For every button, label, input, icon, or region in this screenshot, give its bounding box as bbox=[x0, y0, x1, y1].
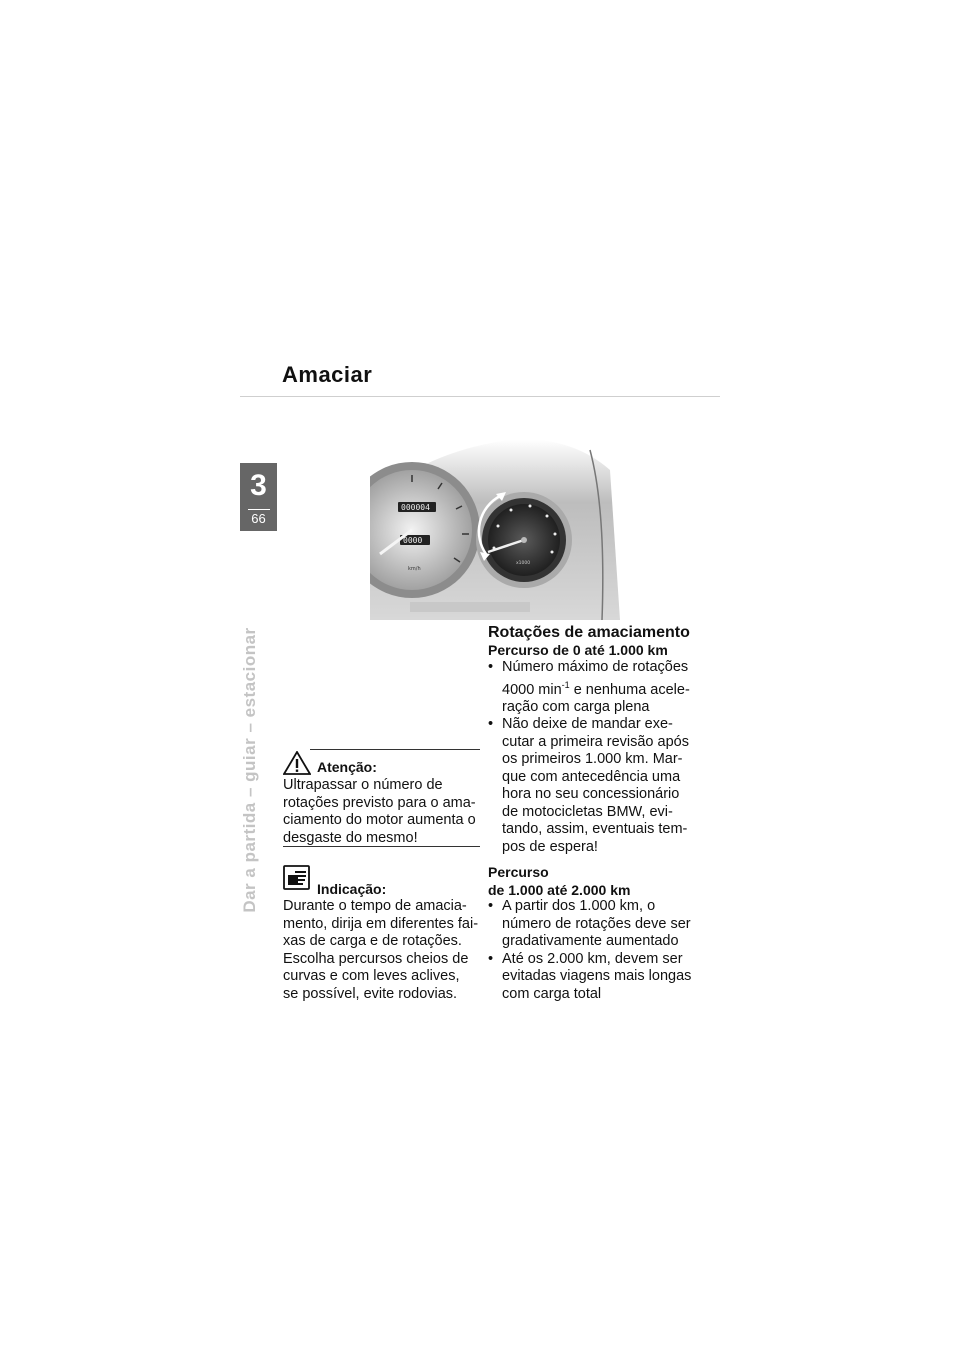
speed-unit: km/h bbox=[408, 566, 421, 572]
warning-icon bbox=[283, 751, 311, 775]
note-text bbox=[283, 898, 488, 1003]
title-divider bbox=[240, 396, 720, 397]
note-line: Durante o tempo de amacia- bbox=[283, 898, 467, 914]
warning-line: rotações previsto para o ama- bbox=[283, 794, 476, 811]
subheading-0-1000: Percurso de 0 até 1.000 km bbox=[488, 642, 668, 658]
chapter-number: 3 bbox=[250, 469, 267, 502]
page-number: 66 bbox=[251, 511, 266, 526]
note-line: Escolha percursos cheios de bbox=[283, 950, 469, 967]
chapter-side-label-text: Dar a partida – guiar – estacionar bbox=[240, 627, 259, 913]
warning-top-rule bbox=[310, 749, 480, 750]
list-item: • Até os 2.000 km, devem ser evitadas viagens mais longas com carga total bbox=[488, 951, 703, 1004]
list-item: • A partir dos 1.000 km, o número de rotações deve ser gradativamente aumentado bbox=[488, 898, 703, 951]
page-title: Amaciar bbox=[282, 362, 373, 387]
warning-bottom-rule bbox=[283, 846, 480, 847]
warning-line: Ultrapassar o número de bbox=[283, 777, 443, 793]
trip-readout: 0000 bbox=[403, 536, 423, 545]
note-line: curvas e com leves aclives, bbox=[283, 968, 460, 984]
warning-label: Atenção: bbox=[317, 759, 377, 775]
chapter-tab bbox=[240, 463, 277, 531]
list-1000-2000 bbox=[488, 898, 703, 1003]
list-item: • Não deixe de mandar exe- cutar a primeira revisão após os primeiros 1.000 km. Mar- que com antecedência uma hora no seu concessionário de motocicletas BMW, evi- tando, assim, eventuais tem- pos de espera! bbox=[488, 716, 703, 856]
section-heading: Rotações de amaciamento bbox=[488, 624, 690, 641]
note-hand-icon bbox=[283, 865, 310, 890]
odometer-readout: 000004 bbox=[401, 503, 430, 512]
note-line: xas de carga e de rotações. bbox=[283, 933, 462, 949]
list-0-1000 bbox=[488, 659, 703, 856]
warning-line: ciamento do motor aumenta o bbox=[283, 812, 476, 828]
note-line: mento, dirija em diferentes fai- bbox=[283, 915, 479, 932]
list-item: • Número máximo de rotações 4000 $\min^{-1} e$ nenhuma acele- ração com carga plena bbox=[488, 659, 703, 716]
warning-line: desgaste do mesmo! bbox=[283, 829, 418, 846]
rpm-unit: x1000 bbox=[516, 561, 531, 566]
instrument-cluster-photo bbox=[370, 430, 620, 620]
note-label: Indicação: bbox=[317, 881, 387, 897]
warning-text bbox=[283, 777, 483, 847]
subheading-1000-2000: Percurso de 1.000 até 2.000 km bbox=[488, 864, 631, 898]
note-line: se possível, evite rodovias. bbox=[283, 985, 458, 1002]
